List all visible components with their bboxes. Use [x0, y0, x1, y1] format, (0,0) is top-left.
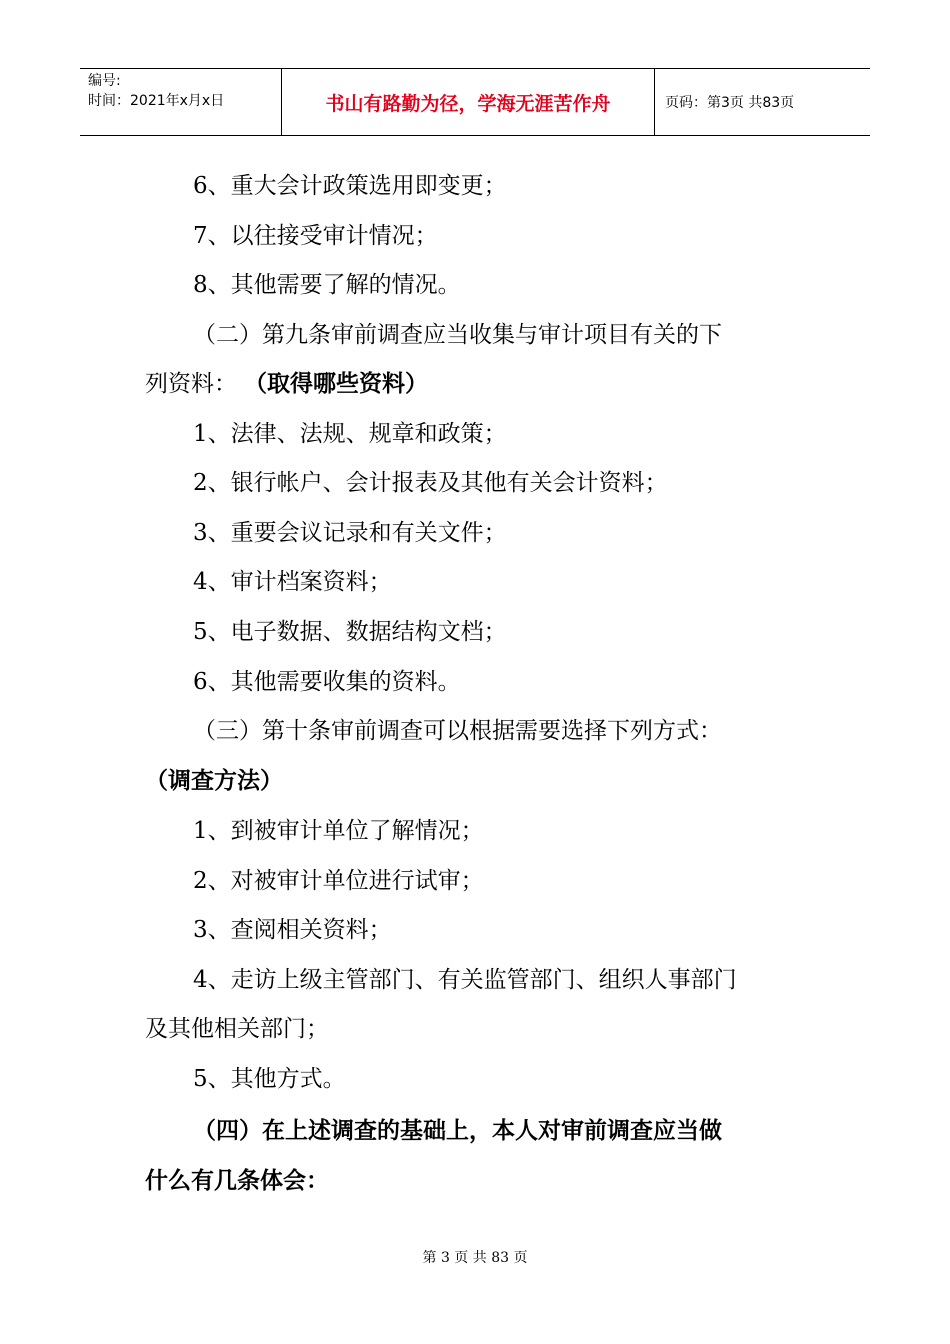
body-line: 4、审计档案资料； — [193, 569, 392, 595]
body-line: 8、其他需要了解的情况。 — [193, 272, 461, 298]
body-line: 5、其他方式。 — [193, 1066, 346, 1092]
body-line: 3、重要会议记录和有关文件； — [193, 520, 507, 546]
body-line: 7、以往接受审计情况； — [193, 223, 438, 249]
section-note: （调查方法） — [145, 767, 283, 794]
serial-label: 编号: — [88, 73, 121, 89]
body-line: 6、其他需要收集的资料。 — [193, 669, 461, 695]
time-label: 时间：2021年x月x日 — [88, 93, 225, 109]
document-header — [80, 68, 870, 136]
body-line: 2、银行帐户、会计报表及其他有关会计资料； — [193, 470, 668, 496]
section-heading: （二）第九条审前调查应当收集与审计项目有关的下 — [193, 322, 722, 348]
header-meta — [80, 69, 282, 135]
body-line: 6、重大会计政策选用即变更； — [193, 173, 507, 199]
header-motto: 书山有路勤为径，学海无涯苦作舟 — [282, 69, 655, 135]
body-line: 2、对被审计单位进行试审； — [193, 868, 484, 894]
header-page-info: 页码：第3页 共83页 — [665, 95, 795, 111]
section-note: （取得哪些资料） — [244, 370, 428, 397]
page-footer: 第 3 页 共 83 页 — [422, 1250, 528, 1266]
body-line: 及其他相关部门； — [145, 1016, 329, 1042]
section-heading: （三）第十条审前调查可以根据需要选择下列方式： — [193, 718, 722, 744]
body-line: 1、法律、法规、规章和政策； — [193, 421, 507, 447]
body-line: 3、查阅相关资料； — [193, 917, 392, 943]
section-heading-continued: 什么有几条体会： — [145, 1167, 329, 1194]
body-line: 列资料： — [145, 371, 237, 397]
body-line: 4、走访上级主管部门、有关监管部门、组织人事部门 — [193, 967, 737, 993]
section-heading: （四）在上述调查的基础上，本人对审前调查应当做 — [193, 1117, 722, 1144]
body-line: 1、到被审计单位了解情况； — [193, 818, 484, 844]
body-line: 5、电子数据、数据结构文档； — [193, 619, 507, 645]
